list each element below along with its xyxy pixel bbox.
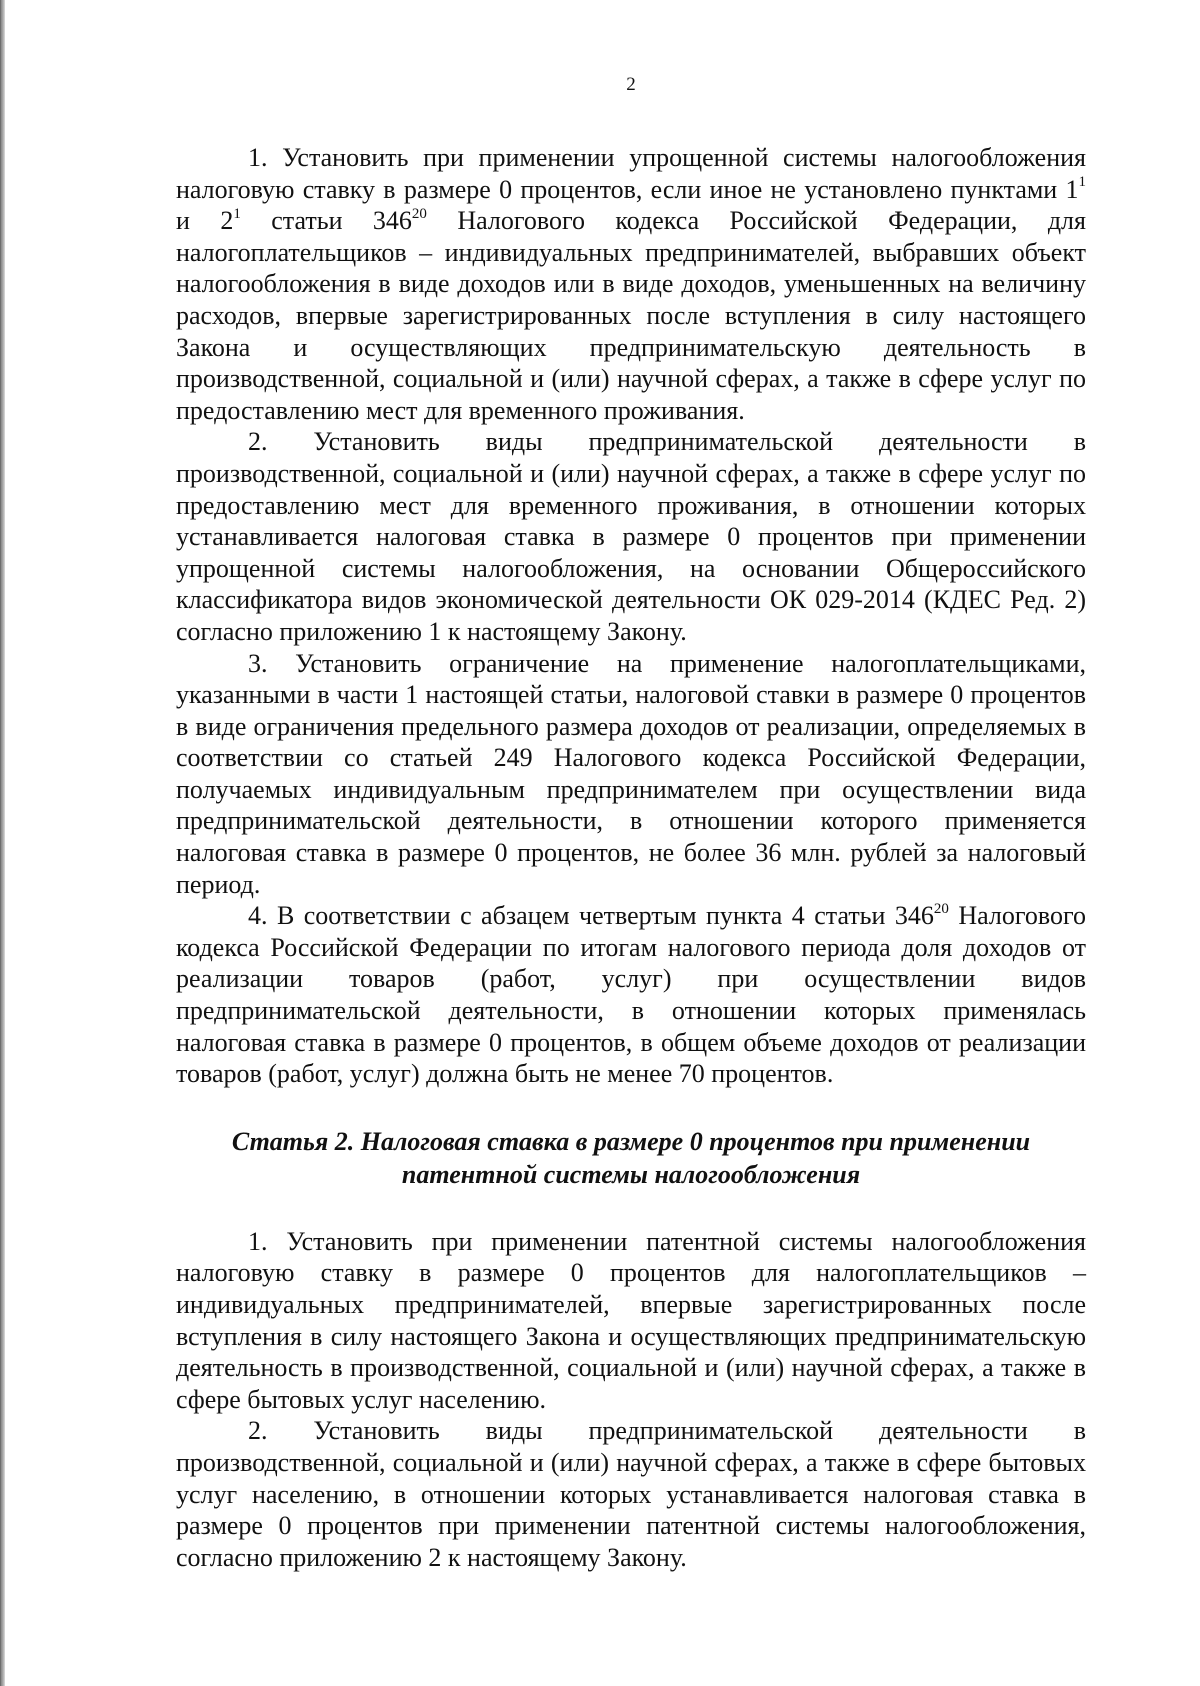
article2-paragraph-1: 1. Установить при применении патентной системы налогообложения налоговую ставку в размере 0 процентов для налогоплательщиков – индивидуальных предпринимателей, впервые зарегистрированных после вступления в силу настоящего Закона и осуществляющих предпринимательскую деятельность в производственной, социальной и (или) научной сферах, а также в сфере бытовых услуг населению. xyxy=(176,1226,1086,1414)
article2-paragraph-2: 2. Установить виды предпринимательской деятельности в производственной, социальной и (или) научной сферах, а также в сфере бытовых услуг населению, в отношении которых устанавливается налоговая ставка в размере 0 процентов при применении патентной системы налогообложения, согласно приложению 2 к настоящему Закону. xyxy=(176,1416,1086,1572)
superscript: 20 xyxy=(411,205,427,222)
article2-heading-line-1: Статья 2. Налоговая ставка в размере 0 процентов при применении xyxy=(231,1126,1031,1156)
article1-paragraph-4-text-b: Налогового кодекса Российской Федерации по итогам налогового периода доля доходов от реализации товаров (работ, услуг) при осуществлении видов предпринимательской деятельности, в отношении которых применялась налоговая ставка в размере 0 процентов, в общем объеме доходов от реализации товаров (работ, услуг) должна быть не менее 70 процентов. xyxy=(176,901,1086,1089)
article1-paragraph-1-text-a: 1. Установить при применении упрощенной системы налогообложения налоговую ставку в размере 0 процентов, если иное не установлено пунктами 1 xyxy=(176,143,1086,204)
document-body xyxy=(176,142,1086,1573)
superscript: 1 xyxy=(233,205,241,222)
article1-paragraph-1-text-c: статьи 346 xyxy=(240,206,412,236)
article1-paragraph-4 xyxy=(176,900,1086,1090)
article1-paragraph-3: 3. Установить ограничение на применение налогоплательщиками, указанными в части 1 настоящей статьи, налоговой ставки в размере 0 процентов в виде ограничения предельного размера доходов от реализации, определяемых в соответствии со статьей 249 Налогового кодекса Российской Федерации, получаемых индивидуальным предпринимателем при осуществлении вида предпринимательской деятельности, в отношении которого применяется налоговая ставка в размере 0 процентов, не более 36 млн. рублей за налоговый период. xyxy=(176,648,1086,899)
article2-heading xyxy=(176,1125,1086,1191)
article1-paragraph-4-text-a: 4. В соответствии с абзацем четвертым пункта 4 статьи 346 xyxy=(248,901,934,931)
article2-heading-line-2: патентной системы налогообложения xyxy=(401,1159,861,1189)
page-number: 2 xyxy=(626,74,636,95)
article1-paragraph-2: 2. Установить виды предпринимательской деятельности в производственной, социальной и (или) научной сферах, а также в сфере услуг по предоставлению мест для временного проживания, в отношении которых устанавливается налоговая ставка в размере 0 процентов при применении упрощенной системы налогообложения, на основании Общероссийского классификатора видов экономической деятельности ОК 029-2014 (КДЕС Ред. 2) согласно приложению 1 к настоящему Закону. xyxy=(176,427,1086,646)
article1-paragraph-1-text-d: Налогового кодекса Российской Федерации, для налогоплательщиков – индивидуальных предпринимателей, выбравших объект налогообложения в виде доходов или в виде доходов, уменьшенных на величину расходов, впервые зарегистрированных после вступления в силу настоящего Закона и осуществляющих предпринимательскую деятельность в производственной, социальной и (или) научной сферах, а также в сфере услуг по предоставлению мест для временного проживания. xyxy=(176,206,1086,425)
superscript: 1 xyxy=(1078,173,1086,190)
article1-paragraph-1-text-b: и 2 xyxy=(176,206,234,236)
scan-edge xyxy=(0,0,5,1686)
superscript: 20 xyxy=(933,900,949,917)
article1-paragraph-1 xyxy=(176,142,1086,426)
